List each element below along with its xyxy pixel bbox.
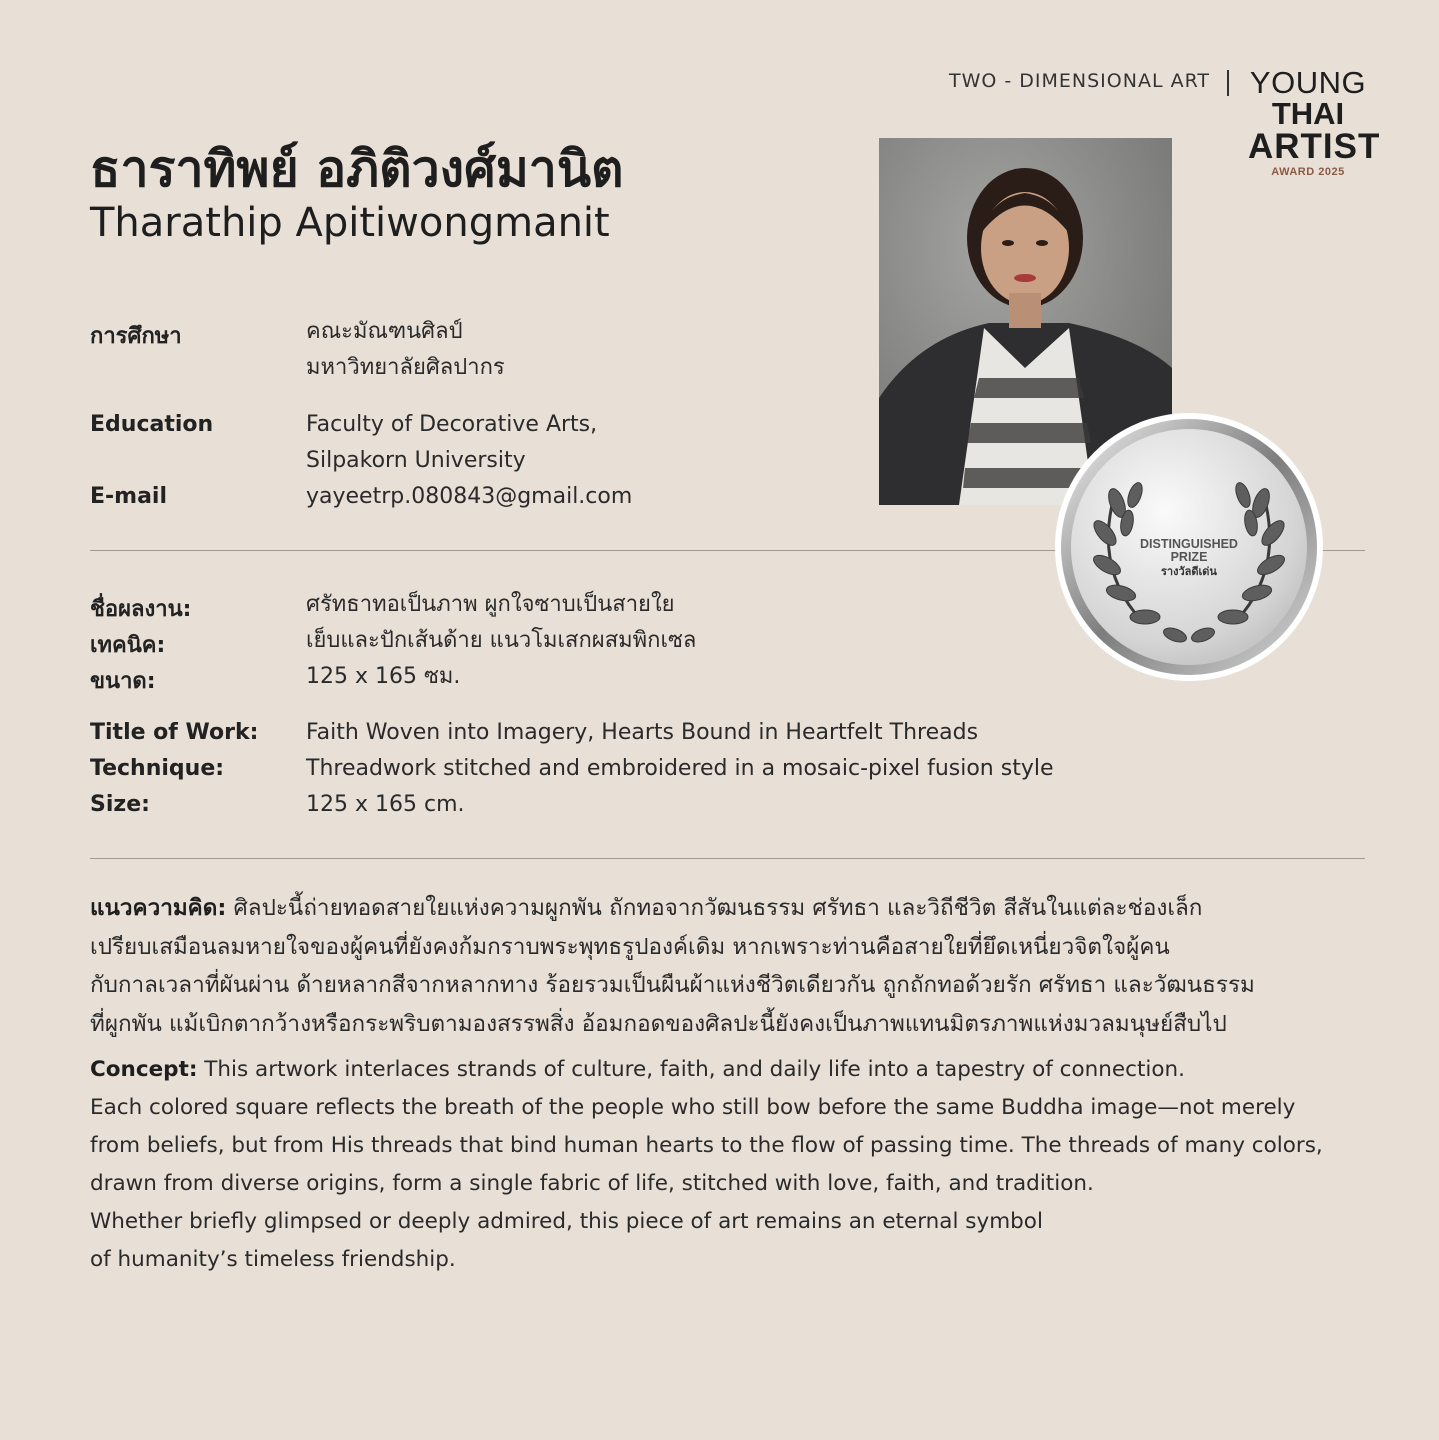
concept-english-line-2: Each colored square reflects the breath of the people who still bow before the same Buddha image—not merely (90, 1095, 1296, 1120)
technique-english-label: Technique: (90, 756, 225, 781)
award-line-1: DISTINGUISHED (1140, 537, 1238, 551)
artist-name-thai: ธาราทิพย์ อภิติวงศ์มานิต (90, 140, 624, 198)
artist-name-english: Tharathip Apitiwongmanit (90, 200, 610, 246)
education-english-line-1: Faculty of Decorative Arts, (306, 412, 598, 437)
concept-english-line-6: of humanity’s timeless friendship. (90, 1247, 456, 1272)
young-thai-artist-logo (1248, 65, 1381, 178)
concept-english-line-5: Whether briefly glimpsed or deeply admired, this piece of art remains an eternal symbol (90, 1209, 1043, 1234)
education-english-label: Education (90, 412, 214, 437)
work-title-english-label: Title of Work: (90, 720, 259, 745)
size-thai-label: ขนาด: (90, 669, 156, 694)
concept-english-paragraph (90, 1051, 1368, 1279)
concept-thai-line-1: แนวความคิด: ศิลปะนี้ถ่ายทอดสายใยแห่งความผูกพัน ถักทอจากวัฒนธรรม ศรัทธา และวิถีชีวิต สีสันในแต่ละช่องเล็ก (90, 895, 1203, 921)
education-english-value (306, 407, 597, 479)
size-english-label: Size: (90, 792, 150, 817)
award-line-2: PRIZE (1170, 550, 1208, 564)
education-thai-value (306, 314, 505, 386)
header-divider (1227, 70, 1229, 96)
email-label: E-mail (90, 484, 168, 509)
education-thai-line-2: มหาวิทยาลัยศิลปากร (306, 355, 505, 380)
concept-thai-line-3: กับกาลเวลาที่ผันผ่าน ด้ายหลากสีจากหลากทาง ร้อยรวมเป็นผืนผ้าแห่งชีวิตเดียวกัน ถูกถักทอด้วยรัก ศรัทธา และวัฒนธรรม (90, 972, 1255, 998)
category-label: TWO - DIMENSIONAL ART (948, 70, 1210, 92)
work-title-thai-value: ศรัทธาทอเป็นภาพ ผูกใจซาบเป็นสายใย (306, 592, 675, 617)
education-thai-label: การศึกษา (90, 324, 182, 349)
distinguished-prize-medal (1055, 413, 1323, 681)
concept-english-label: Concept: (90, 1057, 198, 1082)
technique-english-value: Threadwork stitched and embroidered in a mosaic-pixel fusion style (306, 756, 1054, 781)
section-divider-bottom (90, 858, 1365, 859)
education-thai-line-1: คณะมัณฑนศิลป์ (306, 319, 463, 344)
concept-thai-paragraph (90, 889, 1365, 1043)
logo-line-award: AWARD 2025 (1271, 166, 1345, 178)
concept-thai-label: แนวความคิด: (90, 895, 227, 921)
technique-thai-value: เย็บและปักเส้นด้าย แนวโมเสกผสมพิกเซล (306, 628, 697, 653)
education-english-line-2: Silpakorn University (306, 448, 526, 473)
concept-english-line-3: from beliefs, but from His threads that bind human hearts to the flow of passing time. The threads of many colors, (90, 1133, 1323, 1158)
concept-english-line-1: Concept: This artwork interlaces strands of culture, faith, and daily life into a tapestry of connection. (90, 1057, 1185, 1082)
technique-thai-label: เทคนิค: (90, 633, 166, 658)
concept-thai-line-4: ที่ผูกพัน แม้เบิกตากว้างหรือกระพริบตามองสรรพสิ่ง อ้อมกอดของศิลปะนี้ยังคงเป็นภาพแทนมิตรภาพแห่งมวลมนุษย์สืบไป (90, 1010, 1227, 1037)
award-line-3: รางวัลดีเด่น (1161, 565, 1217, 578)
concept-thai-line-2: เปรียบเสมือนลมหายใจของผู้คนที่ยังคงก้มกราบพระพุทธรูปองค์เดิม หากเพราะท่านคือสายใยที่ยึดเหนี่ยวจิตใจผู้คน (90, 933, 1170, 960)
concept-english-line-4: drawn from diverse origins, form a single fabric of life, stitched with love, faith, and tradition. (90, 1171, 1094, 1196)
logo-line-artist: ARTIST (1248, 127, 1381, 166)
logo-line-young: YOUNG (1249, 65, 1367, 100)
logo-line-thai: THAI (1271, 96, 1345, 131)
size-thai-value: 125 x 165 ซม. (306, 664, 461, 689)
work-title-english-value: Faith Woven into Imagery, Hearts Bound in Heartfelt Threads (306, 720, 979, 745)
email-value[interactable]: yayeetrp.080843@gmail.com (306, 484, 633, 509)
size-english-value: 125 x 165 cm. (306, 792, 465, 817)
work-title-thai-label: ชื่อผลงาน: (90, 597, 192, 622)
